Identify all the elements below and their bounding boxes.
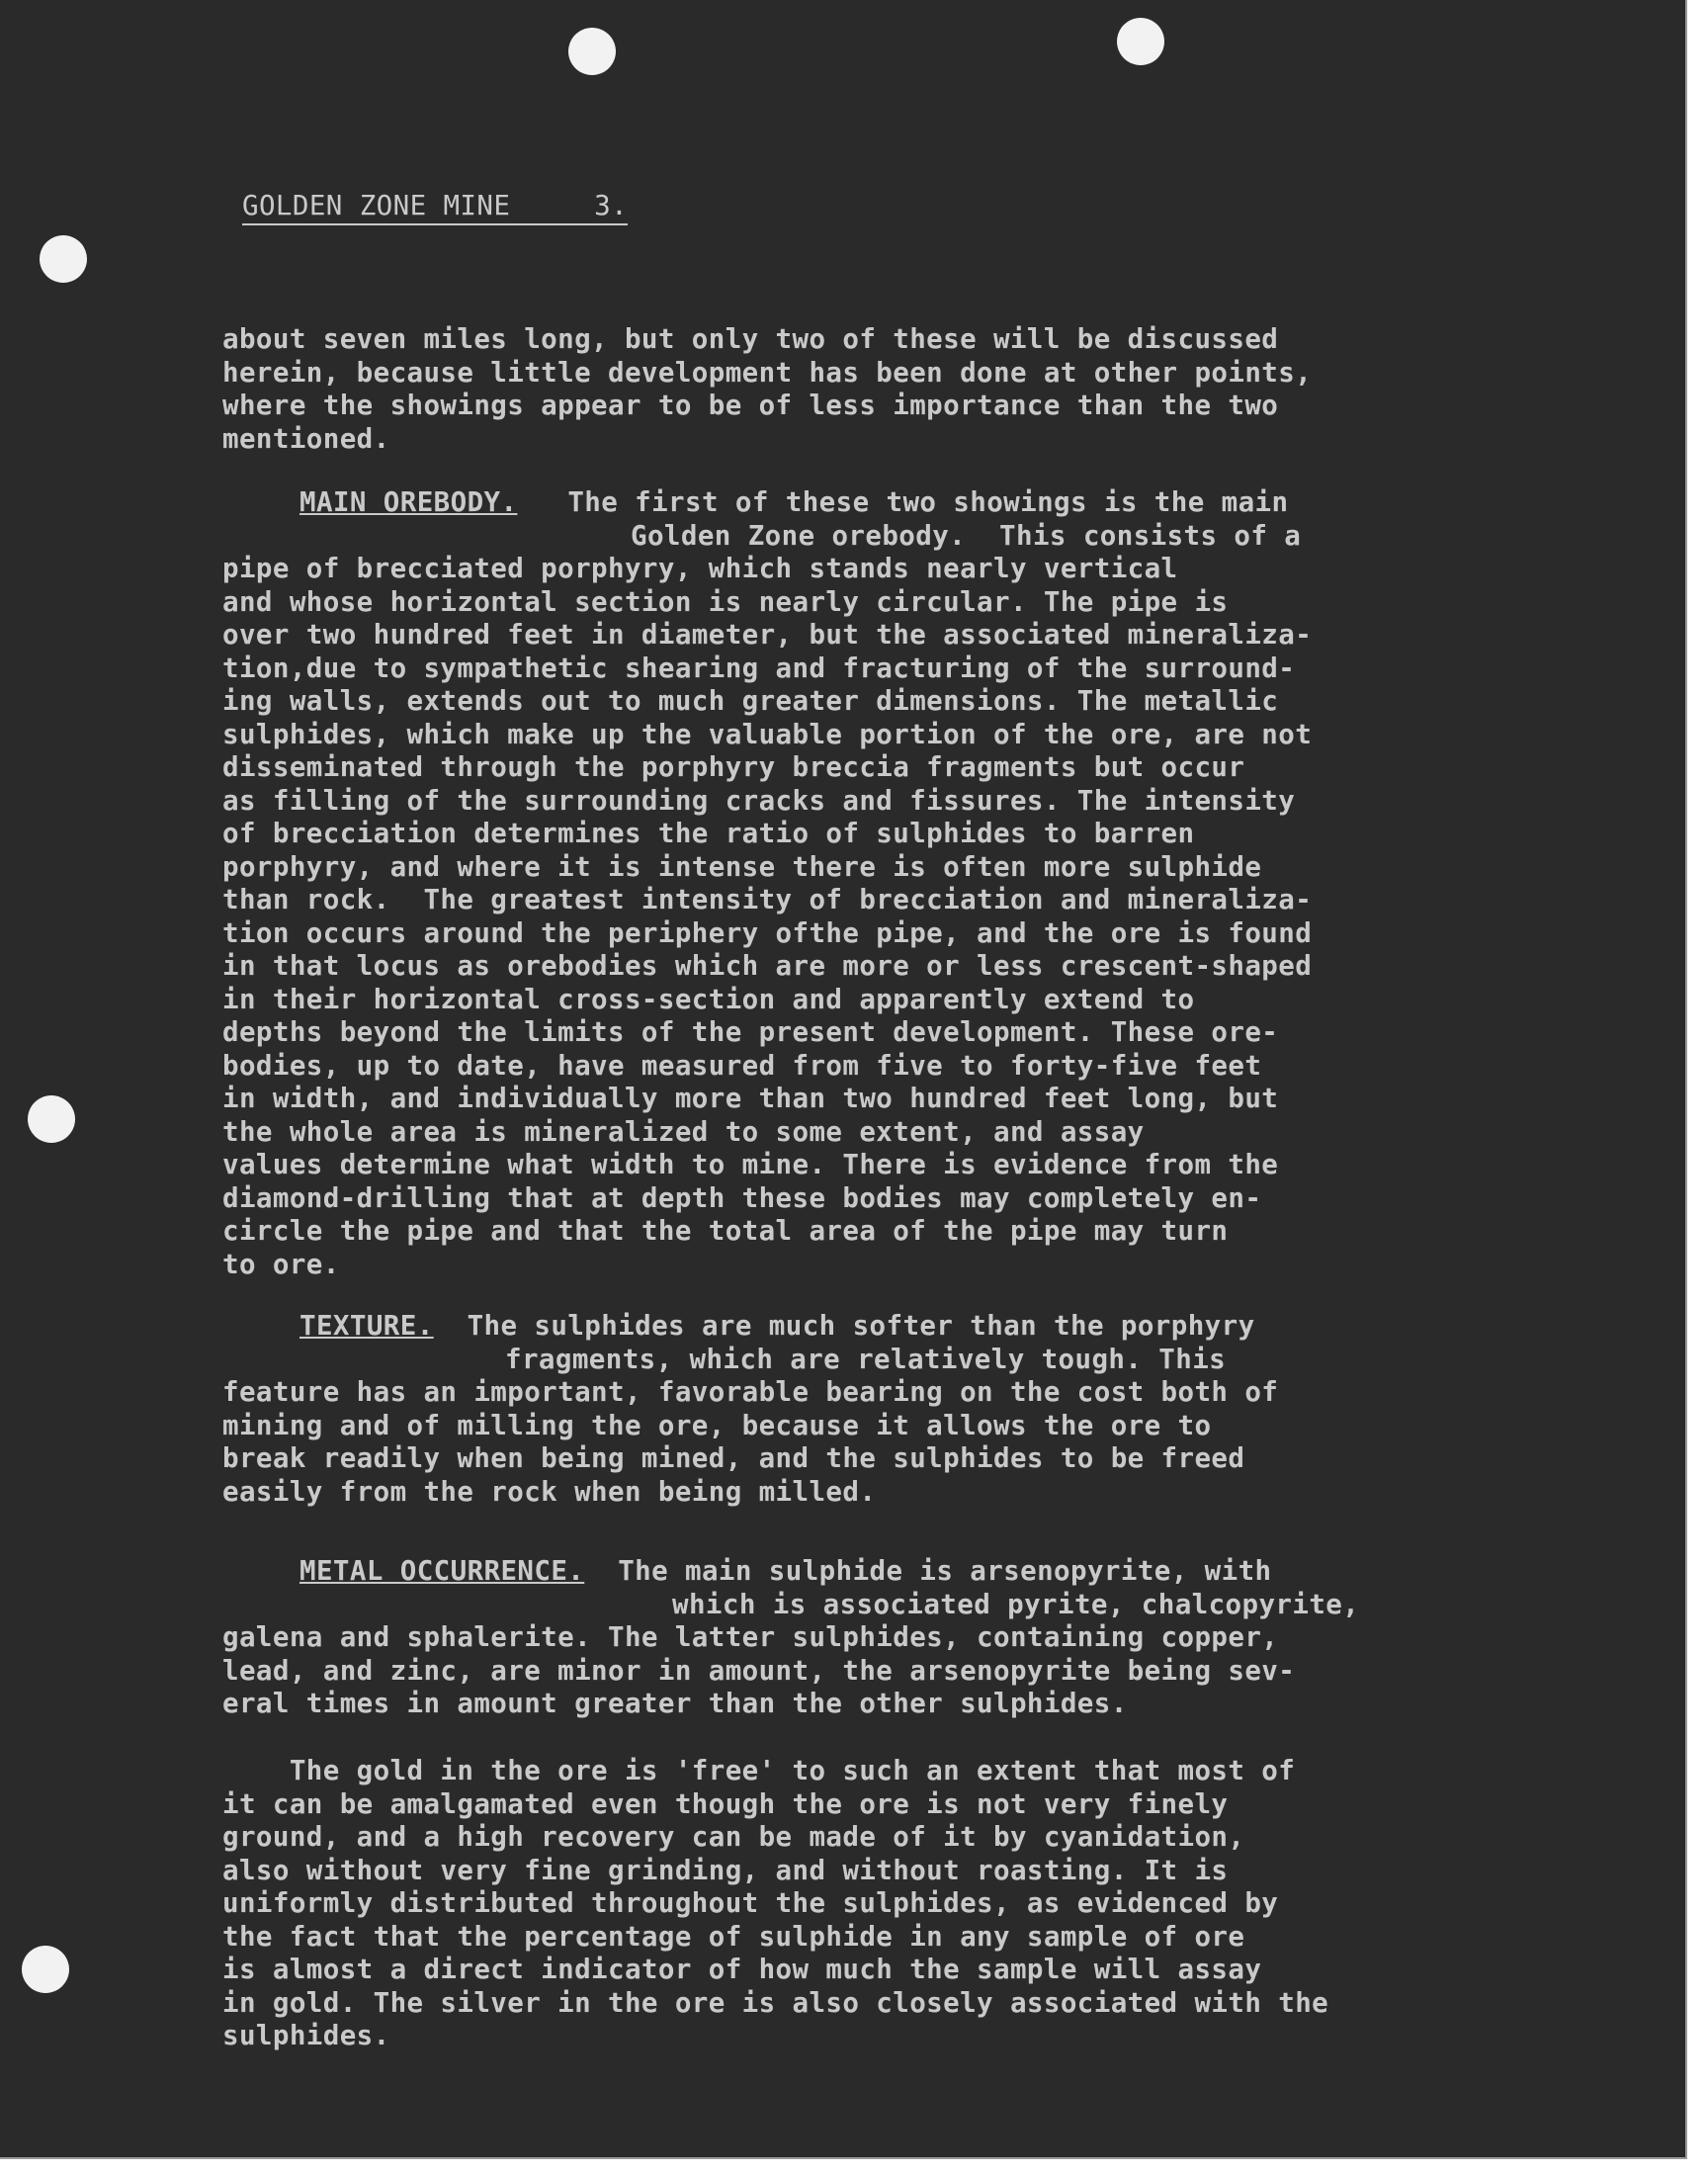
texture-section bbox=[222, 1310, 1278, 1509]
intro-paragraph bbox=[222, 323, 1312, 456]
text-line: circle the pipe and that the total area of the pipe may turn bbox=[222, 1215, 1229, 1247]
punch-hole-left-top bbox=[40, 235, 87, 283]
text-line: mining and of milling the ore, because it allows the ore to bbox=[222, 1409, 1212, 1441]
text-line: the fact that the percentage of sulphide in any sample of ore bbox=[222, 1920, 1245, 1953]
text-line: The main sulphide is arsenopyrite, with bbox=[618, 1555, 1272, 1587]
text-line: where the showings appear to be of less importance than the two bbox=[222, 390, 1279, 421]
text-line: easily from the rock when being milled. bbox=[222, 1475, 877, 1508]
text-line: in gold. The silver in the ore is also closely associated with the bbox=[222, 1986, 1329, 2019]
punch-hole-top-left bbox=[568, 28, 616, 75]
text-line: bodies, up to date, have measured from five to forty-five feet bbox=[222, 1049, 1262, 1082]
text-line: Golden Zone orebody. This consists of a bbox=[631, 519, 1302, 552]
text-line: The gold in the ore is 'free' to such an extent that most of bbox=[222, 1755, 1296, 1786]
metal-occurrence-first-line bbox=[222, 1555, 1359, 1589]
text-line: over two hundred feet in diameter, but the associated mineraliza- bbox=[222, 619, 1313, 651]
text-line: of brecciation determines the ratio of sulphides to barren bbox=[222, 818, 1195, 849]
metal-occurrence-heading: METAL OCCURRENCE. bbox=[299, 1555, 585, 1587]
metal-occurrence-section bbox=[222, 1555, 1359, 1721]
text-line: The first of these two showings is the main bbox=[567, 486, 1289, 518]
texture-first-line bbox=[222, 1310, 1278, 1344]
text-line: values determine what width to mine. There is evidence from the bbox=[222, 1149, 1279, 1180]
main-orebody-section bbox=[222, 486, 1312, 1281]
page-header bbox=[242, 190, 628, 225]
gold-paragraph bbox=[222, 1755, 1328, 2053]
text-line: than rock. The greatest intensity of brecciation and mineraliza- bbox=[222, 884, 1313, 915]
text-line: and whose horizontal section is nearly circular. The pipe is bbox=[222, 585, 1229, 618]
text-line: tion,due to sympathetic shearing and fracturing of the surround- bbox=[222, 652, 1296, 684]
text-line: disseminated through the porphyry breccia fragments but occur bbox=[222, 751, 1245, 783]
text-line: is almost a direct indicator of how much the sample will assay bbox=[222, 1954, 1262, 1985]
text-line: ing walls, extends out to much greater dimensions. The metallic bbox=[222, 685, 1279, 717]
main-orebody-first-line bbox=[222, 486, 1312, 520]
text-line: sulphides. bbox=[222, 2020, 390, 2051]
text-line: in that locus as orebodies which are more or less crescent-shaped bbox=[222, 950, 1313, 982]
header-page-number: 3. bbox=[594, 190, 629, 221]
text-line: the whole area is mineralized to some extent, and assay bbox=[222, 1115, 1145, 1148]
text-line: pipe of brecciated porphyry, which stands nearly vertical bbox=[222, 553, 1178, 584]
text-line: as filling of the surrounding cracks and fissures. The intensity bbox=[222, 784, 1296, 817]
text-line: galena and sphalerite. The latter sulphides, containing copper, bbox=[222, 1621, 1279, 1653]
main-orebody-heading: MAIN OREBODY. bbox=[299, 486, 518, 518]
text-line: which is associated pyrite, chalcopyrite, bbox=[672, 1588, 1360, 1620]
punch-hole-left-bottom bbox=[22, 1946, 69, 1993]
text-line: tion occurs around the periphery ofthe pipe, and the ore is found bbox=[222, 916, 1313, 949]
texture-heading: TEXTURE. bbox=[299, 1310, 434, 1342]
text-line: porphyry, and where it is intense there is often more sulphide bbox=[222, 850, 1262, 883]
text-line: break readily when being mined, and the sulphides to be freed bbox=[222, 1442, 1245, 1474]
text-line: The sulphides are much softer than the porphyry bbox=[467, 1310, 1255, 1342]
text-line: depths beyond the limits of the present development. These ore- bbox=[222, 1016, 1279, 1048]
text-line: to ore. bbox=[222, 1248, 340, 1280]
text-line: diamond-drilling that at depth these bodies may completely en- bbox=[222, 1181, 1262, 1214]
text-line: feature has an important, favorable bearing on the cost both of bbox=[222, 1376, 1279, 1408]
text-line: it can be amalgamated even though the ore is not very finely bbox=[222, 1787, 1229, 1820]
text-line: herein, because little development has been done at other points, bbox=[222, 356, 1313, 389]
text-line: lead, and zinc, are minor in amount, the arsenopyrite being sev- bbox=[222, 1654, 1296, 1687]
punch-hole-top-right bbox=[1117, 18, 1164, 65]
text-line: mentioned. bbox=[222, 422, 390, 455]
text-line: ground, and a high recovery can be made of it by cyanidation, bbox=[222, 1821, 1245, 1853]
text-line: in width, and individually more than two hundred feet long, but bbox=[222, 1083, 1279, 1114]
text-line: sulphides, which make up the valuable portion of the ore, are not bbox=[222, 718, 1313, 750]
text-line: uniformly distributed throughout the sulphides, as evidenced by bbox=[222, 1887, 1279, 1919]
text-line: also without very fine grinding, and without roasting. It is bbox=[222, 1854, 1229, 1886]
punch-hole-left-middle bbox=[28, 1095, 75, 1143]
text-line: about seven miles long, but only two of these will be discussed bbox=[222, 323, 1279, 355]
header-title: GOLDEN ZONE MINE bbox=[242, 190, 511, 221]
text-line: eral times in amount greater than the other sulphides. bbox=[222, 1688, 1128, 1719]
text-line: in their horizontal cross-section and apparently extend to bbox=[222, 983, 1195, 1015]
text-line: fragments, which are relatively tough. This bbox=[505, 1343, 1227, 1375]
